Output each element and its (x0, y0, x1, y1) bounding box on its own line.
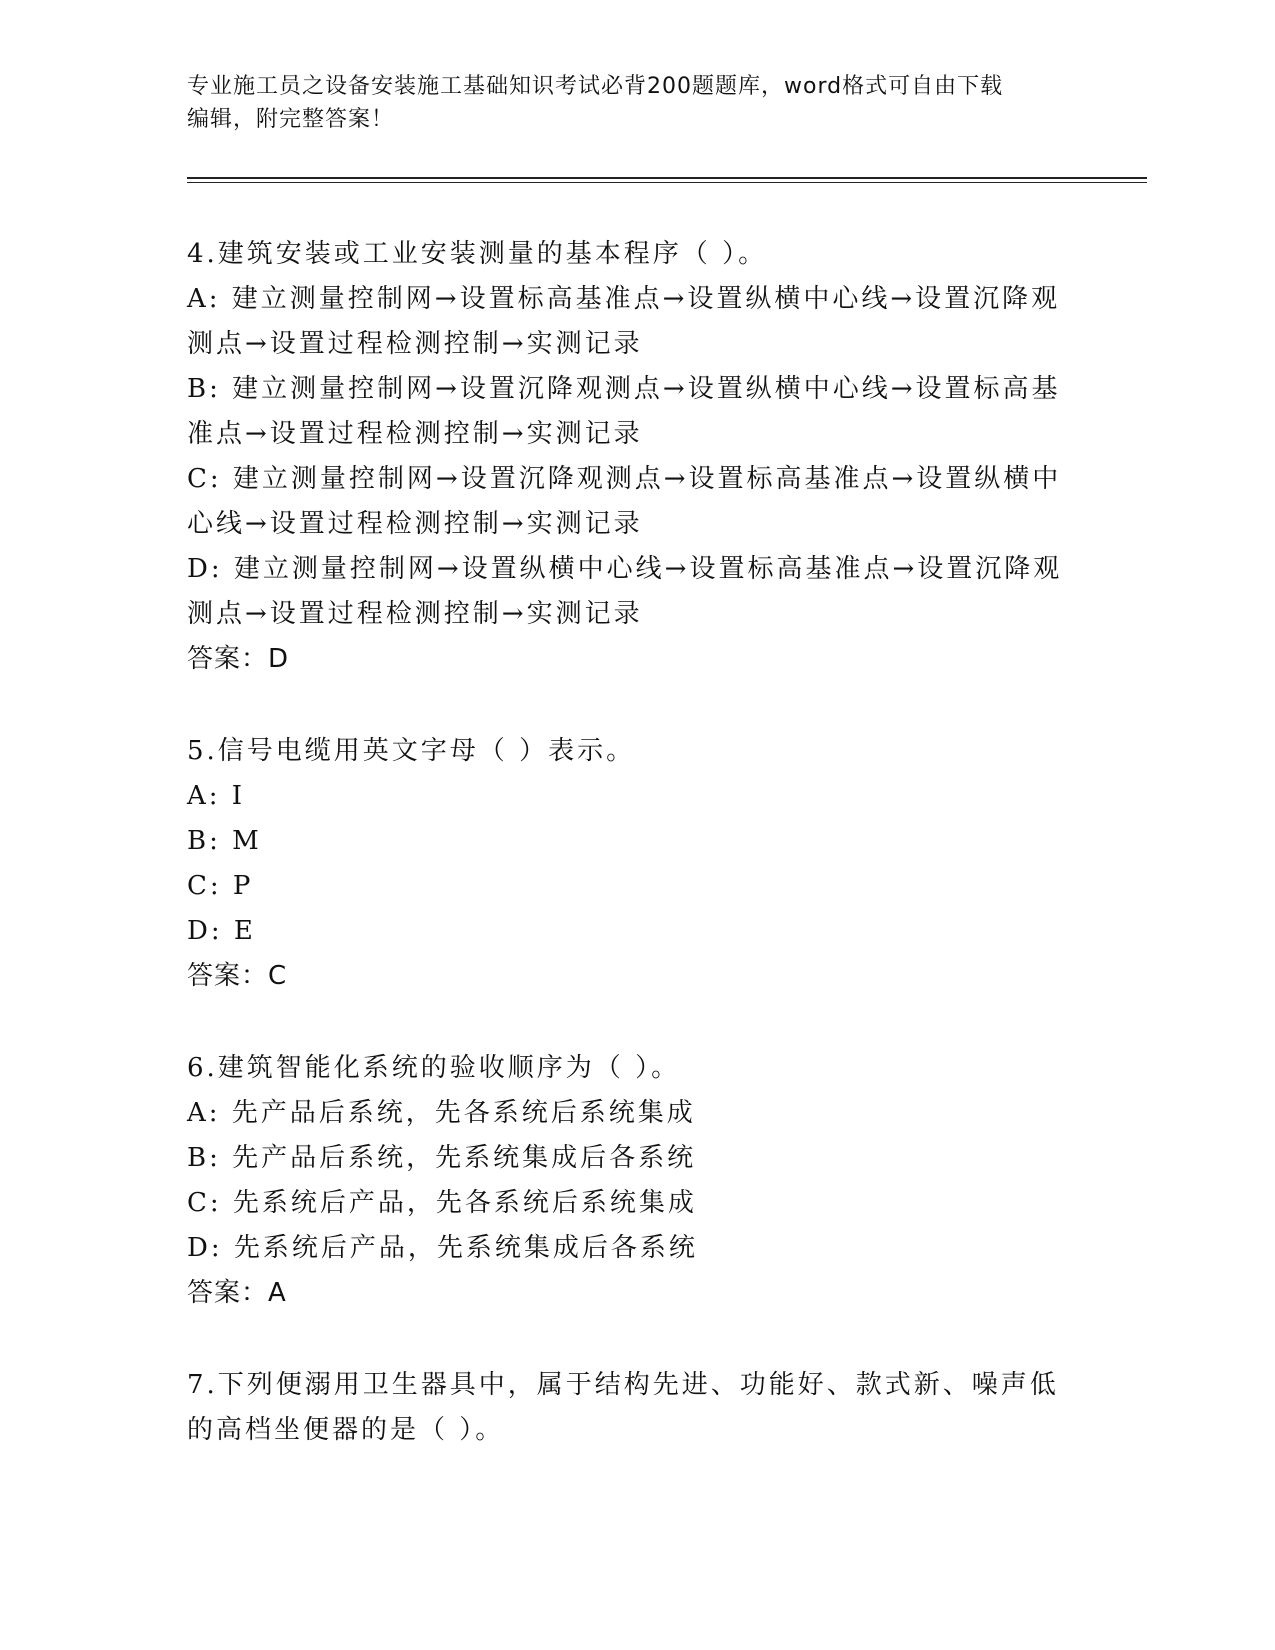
option-a-line-2: 测点→设置过程检测控制→实测记录 (187, 329, 643, 359)
header-line-2: 编辑，附完整答案！ (187, 107, 395, 132)
option-d-line-2: 测点→设置过程检测控制→实测记录 (187, 599, 643, 629)
question-block (187, 729, 1067, 999)
option-c-line-1: C: 建立测量控制网→设置沉降观测点→设置标高基准点→设置纵横中 (187, 464, 1062, 494)
question-stem: 5.信号电缆用英文字母（ ）表示。 (187, 736, 636, 766)
option-c-line-2: 心线→设置过程检测控制→实测记录 (187, 509, 643, 539)
question-stem: 6.建筑智能化系统的验收顺序为（ ）。 (187, 1053, 681, 1083)
question-stem: 4.建筑安装或工业安装测量的基本程序（ ）。 (187, 239, 768, 269)
answer-text: 答案：C (187, 961, 288, 991)
header-line-1: 专业施工员之设备安装施工基础知识考试必背200题题库，word格式可自由下载 (187, 74, 1004, 99)
option-c: C: P (187, 871, 254, 901)
header-divider-thick (187, 177, 1147, 179)
question-list (187, 232, 1067, 1453)
header-divider-thin (187, 182, 1147, 183)
question-block (187, 1046, 1067, 1316)
answer-text: 答案：D (187, 644, 290, 674)
option-b-line-1: B: 建立测量控制网→设置沉降观测点→设置纵横中心线→设置标高基 (187, 374, 1061, 404)
question-stem-line-2: 的高档坐便器的是（ ）。 (187, 1415, 505, 1445)
document-header (187, 70, 1087, 136)
answer-text: 答案：A (187, 1278, 287, 1308)
option-b-line-2: 准点→设置过程检测控制→实测记录 (187, 419, 643, 449)
option-c: C: 先系统后产品，先各系统后系统集成 (187, 1188, 697, 1218)
question-block (187, 232, 1067, 682)
question-stem-line-1: 7.下列便溺用卫生器具中，属于结构先进、功能好、款式新、噪声低 (187, 1370, 1059, 1400)
option-d: D: 先系统后产品，先系统集成后各系统 (187, 1233, 698, 1263)
option-a: A: I (187, 781, 246, 811)
option-a-line-1: A: 建立测量控制网→设置标高基准点→设置纵横中心线→设置沉降观 (187, 284, 1061, 314)
option-a: A: 先产品后系统，先各系统后系统集成 (187, 1098, 696, 1128)
option-d: D: E (187, 916, 256, 946)
option-b: B: M (187, 826, 262, 856)
option-b: B: 先产品后系统，先系统集成后各系统 (187, 1143, 697, 1173)
option-d-line-1: D: 建立测量控制网→设置纵横中心线→设置标高基准点→设置沉降观 (187, 554, 1063, 584)
question-block (187, 1363, 1067, 1453)
